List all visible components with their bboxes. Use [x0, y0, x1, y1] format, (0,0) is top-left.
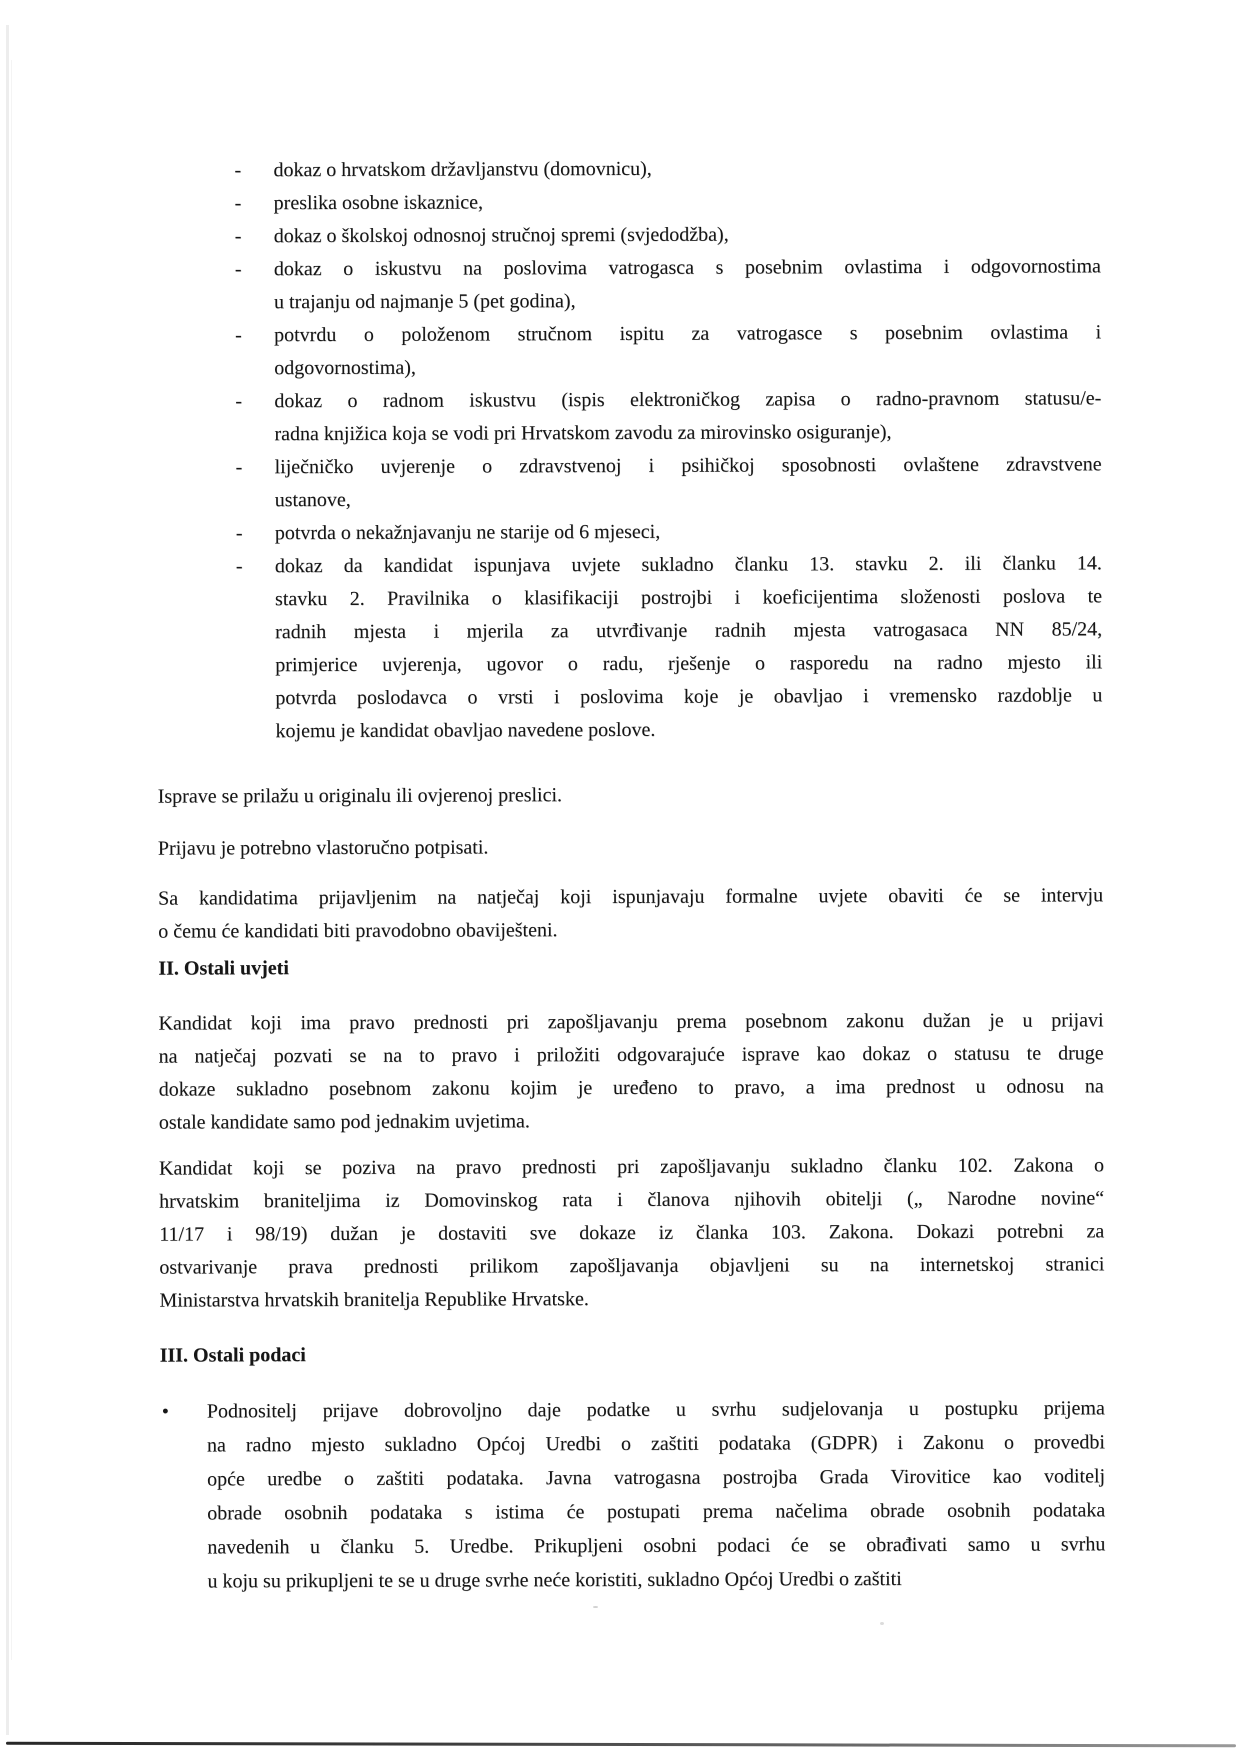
section-heading-ostali-podaci: III. Ostali podaci — [159, 1344, 306, 1367]
bullet-marker: - — [234, 192, 242, 215]
text-line: Prijavu je potrebno vlastoručno potpisati. — [157, 836, 489, 860]
text-line: obrade osobnih podataka s istima će postupati prema načelima obrade osobnih podataka — [207, 1499, 1106, 1525]
list-item — [234, 184, 1101, 220]
text-line: odgovornostima), — [274, 356, 416, 380]
paragraph-signature-note — [158, 829, 1103, 865]
text-line: radna knjižica koja se vodi pri Hrvatskom zavodu za mirovinsko osiguranje), — [274, 421, 892, 446]
text-line: dokaz o hrvatskom državljanstvu (domovnicu), - — [273, 151, 1100, 187]
text-line: ostvarivanje prava prednosti prilikom zapošljavanja objavljeni su na internetskoj stranici — [159, 1253, 1105, 1279]
text-line: potvrda poslodavca o vrsti i poslovima koje je obavljao i vremensko razdoblje u — [275, 684, 1103, 710]
text-line: dokaz da kandidat ispunjava uvjete sukladno članku 13. stavku 2. ili članku 14. - — [275, 547, 1102, 583]
text-line: u trajanju od najmanje 5 (pet godina), — [273, 290, 576, 314]
bullet-marker: - — [235, 522, 243, 545]
bullet-marker: - — [234, 159, 242, 182]
bullet-marker: - — [235, 390, 243, 413]
text-line: Ministarstva hrvatskih branitelja Republike Hrvatske. — [159, 1288, 589, 1312]
text-line: Isprave se prilažu u originalu ili ovjerenoj preslici. — [157, 784, 563, 808]
text-line: Kandidat koji se poziva na pravo prednosti pri zapošljavanju sukladno članku 102. Zakona o — [158, 1154, 1105, 1180]
paragraph-veterans-priority — [159, 1149, 1105, 1317]
text-line: dokaz o iskustvu na poslovima vatrogasca s posebnim ovlastima i odgovornostima - — [274, 250, 1101, 286]
list-item — [234, 151, 1100, 187]
scan-speck — [593, 1606, 598, 1608]
text-line: dokaze sukladno posebnom zakonu kojim je uređeno to pravo, a ima prednost u odnosu na — [158, 1075, 1104, 1101]
text-line: stavku 2. Pravilnika o klasifikaciji postrojbi i koeficijentima složenosti poslova te — [274, 585, 1103, 611]
text-line: dokaz o školskoj odnosnoj stručnoj spremi (svjedodžba), - — [274, 217, 1101, 253]
text-line: o čemu će kandidati biti pravodobno obaviješteni. — [158, 919, 558, 943]
text-line: Podnositelj prijave dobrovoljno daje podatke u svrhu sudjelovanja u postupku prijema • — [207, 1391, 1105, 1428]
text-line: navedenih u članku 5. Uredbe. Prikupljeni osobni podaci će se obrađivati samo u svrhu — [207, 1533, 1106, 1559]
list-item — [235, 514, 1102, 550]
scan-speck — [880, 1622, 884, 1625]
text-line: preslika osobne iskaznice, - — [274, 184, 1101, 220]
paragraph-originals-note — [158, 777, 1103, 813]
text-line: primjerice uvjerenja, ugovor o radu, rješenje o rasporedu na radno mjesto ili — [275, 651, 1103, 677]
text-line: na natječaj pozvati se na to pravo i priložiti odgovarajuće isprave kao dokaz o statusu te druge — [158, 1042, 1104, 1068]
text-line: Kandidat koji ima pravo prednosti pri zapošljavanju prema posebnom zakonu dužan je u prijavi — [158, 1009, 1104, 1035]
text-line: opće uredbe o zaštiti podataka. Javna vatrogasna postrojba Grada Virovitice kao voditelj — [207, 1465, 1106, 1491]
bullet-marker: • — [161, 1400, 169, 1423]
bullet-marker: - — [235, 324, 242, 347]
text-line: potvrda o nekažnjavanju ne starije od 6 mjeseci, - — [275, 514, 1102, 550]
text-line: ostale kandidate samo pod jednakim uvjetima. — [158, 1110, 530, 1134]
gdpr-notice-list — [162, 1391, 1106, 1598]
bullet-marker: - — [235, 555, 243, 578]
text-line: na radno mjesto sukladno Općoj Uredbi o zaštiti podataka (GDPR) i Zakonu o provedbi — [206, 1431, 1106, 1457]
text-line: ustanove, — [274, 488, 351, 512]
text-line: potvrdu o položenom stručnom ispitu za vatrogasce s posebnim ovlastima i - — [274, 316, 1101, 352]
text-line: Sa kandidatima prijavljenim na natječaj koji ispunjavaju formalne uvjete obaviti će se intervju — [158, 884, 1104, 910]
list-item — [161, 1391, 1106, 1598]
text-line: 11/17 i 98/19) dužan je dostaviti sve dokaze iz članka 103. Zakona. Dokazi potrebni za — [159, 1220, 1105, 1246]
bullet-marker: - — [234, 258, 242, 281]
text-line: radnih mjesta i mjerila za utvrđivanje radnih mjesta vatrogasaca NN 85/24, — [275, 618, 1103, 644]
list-item — [234, 250, 1101, 319]
text-line: kojemu je kandidat obavljao navedene poslove. — [275, 718, 656, 743]
paragraph-priority-right — [158, 1004, 1103, 1139]
list-item — [235, 547, 1103, 748]
bullet-marker: - — [235, 456, 243, 479]
list-item — [235, 448, 1102, 517]
list-item — [235, 382, 1102, 451]
list-item — [234, 217, 1101, 253]
list-item — [235, 316, 1102, 385]
paragraph-interview-note — [158, 879, 1103, 948]
bullet-marker: - — [234, 225, 242, 248]
text-line: hrvatskim braniteljima iz Domovinskog rata i članova njihovih obitelji („ Narodne novine“ — [159, 1187, 1105, 1213]
text-line: dokaz o radnom iskustvu (ispis elektroničkog zapisa o radno-pravnom statusu/e- - — [274, 382, 1101, 418]
section-heading-ostali-uvjeti: II. Ostali uvjeti — [158, 957, 289, 980]
required-documents-list — [234, 151, 1102, 748]
text-line: u koju su prikupljeni te se u druge svrhe neće koristiti, sukladno Općoj Uredbi o zaštiti — [207, 1568, 902, 1593]
text-line: liječničko uvjerenje o zdravstvenoj i psihičkoj sposobnosti ovlaštene zdravstvene - — [275, 448, 1102, 484]
